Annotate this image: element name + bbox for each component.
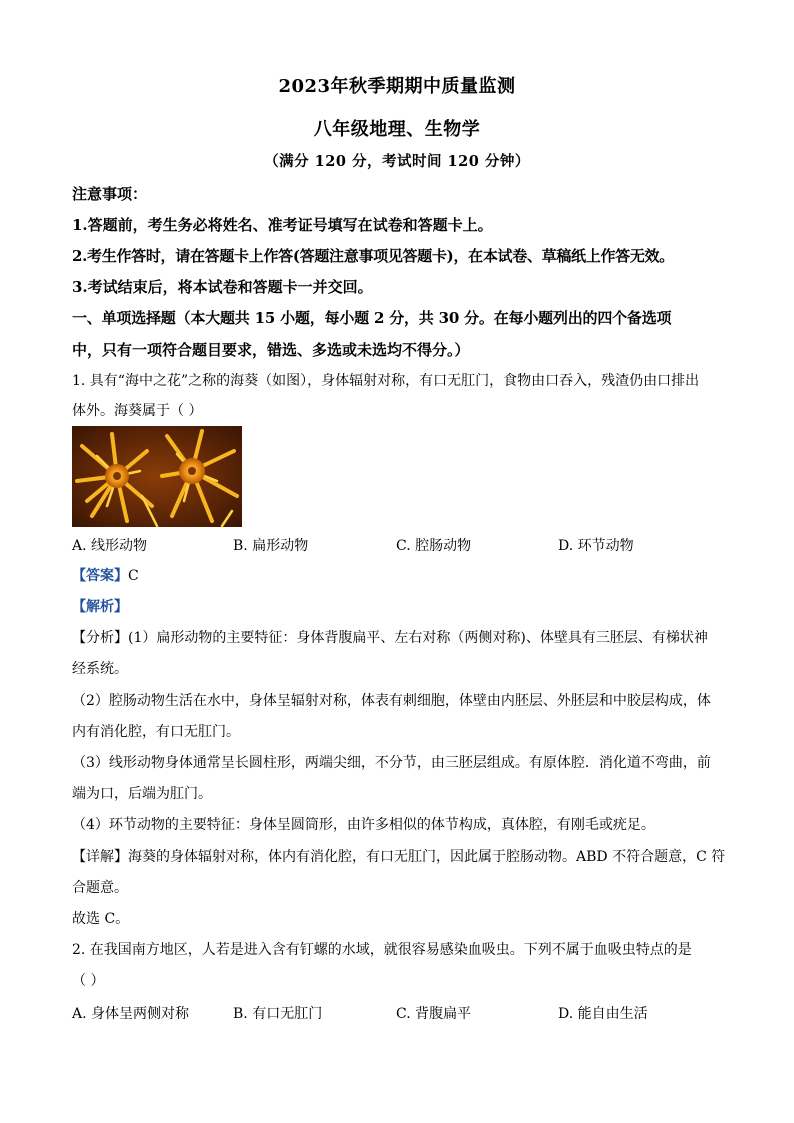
question-2-stem-cont: （ ） [72,973,105,989]
sea-anemone-photo [72,426,242,527]
q1-option-d: D. 环节动物 [558,538,634,554]
analysis-line-7: （4）环节动物的主要特征：身体呈圆筒形，由许多相似的体节构成，真体腔，有刚毛或疣足。 [72,817,655,833]
analysis-line-10: 故选 C。 [72,911,130,927]
analysis-line-6: 端为口，后端为肛门。 [72,786,212,802]
q1-analysis-line [72,597,732,617]
question-2-stem: 2. 在我国南方地区，人若是进入含有钉螺的水域，就很容易感染血吸虫。下列不属于血吸虫特点的是 [72,942,692,958]
q1-option-a: A. 线形动物 [72,538,148,554]
analysis-line-4: 内有消化腔，有口无肛门。 [72,724,240,740]
question-1-options [72,535,732,555]
notice-heading: 注意事项： [72,185,148,203]
section-1-instructions-cont: 中，只有一项符合题目要求，错选、多选或未选均不得分。） [72,341,470,359]
answer-value: C [128,568,139,584]
q2-option-a: A. 身体呈两侧对称 [72,1006,190,1022]
analysis-line-1: 【分析】(1）扁形动物的主要特征：身体背腹扁平、左右对称（两侧对称)、体壁具有三胚层、有梯状神 [72,630,708,646]
analysis-line-9: 合题意。 [72,880,128,896]
analysis-line-3: （2）腔肠动物生活在水中，身体呈辐射对称，体表有刺细胞，体壁由内胚层、外胚层和中胶层构成，体 [72,693,711,709]
analysis-line-8: 【详解】海葵的身体辐射对称，体内有消化腔，有口无肛门，因此属于腔肠动物。ABD 不符合题意，C 符 [72,849,726,865]
notice-item-2: 2.考生作答时，请在答题卡上作答(答题注意事项见答题卡)，在本试卷、草稿纸上作答无效。 [72,247,674,265]
exam-title: 2023年秋季期期中质量监测 [278,76,516,97]
answer-tag: 【答案】 [72,568,128,584]
q2-option-d: D. 能自由生活 [558,1006,648,1022]
q1-answer-line [72,566,732,586]
question-1-stem: 1. 具有“海中之花”之称的海葵（如图），身体辐射对称，有口无肛门，食物由口吞入，残渣仍由口排出 [72,373,700,389]
notice-item-1: 1.答题前，考生务必将姓名、准考证号填写在试卷和答题卡上。 [72,216,493,234]
question-2-options [72,1003,732,1023]
exam-subtitle: 八年级地理、生物学 [313,119,481,140]
question-1-stem-cont: 体外。海葵属于（ ） [72,403,203,419]
section-1-instructions: 一、单项选择题（本大题共 15 小题，每小题 2 分，共 30 分。在每小题列出的四个备选项 [72,309,672,327]
q2-option-b: B. 有口无肛门 [233,1006,323,1022]
q2-option-c: C. 背腹扁平 [396,1006,472,1022]
q1-option-c: C. 腔肠动物 [396,538,472,554]
analysis-tag: 【解析】 [72,599,128,615]
exam-score-time: （满分 120 分，考试时间 120 分钟） [264,153,530,170]
analysis-line-2: 经系统。 [72,661,128,677]
q1-option-b: B. 扁形动物 [233,538,309,554]
analysis-line-5: （3）线形动物身体通常呈长圆柱形，两端尖细，不分节，由三胚层组成。有原体腔．消化道不弯曲，前 [72,755,711,771]
notice-item-3: 3.考试结束后，将本试卷和答题卡一并交回。 [72,278,373,296]
